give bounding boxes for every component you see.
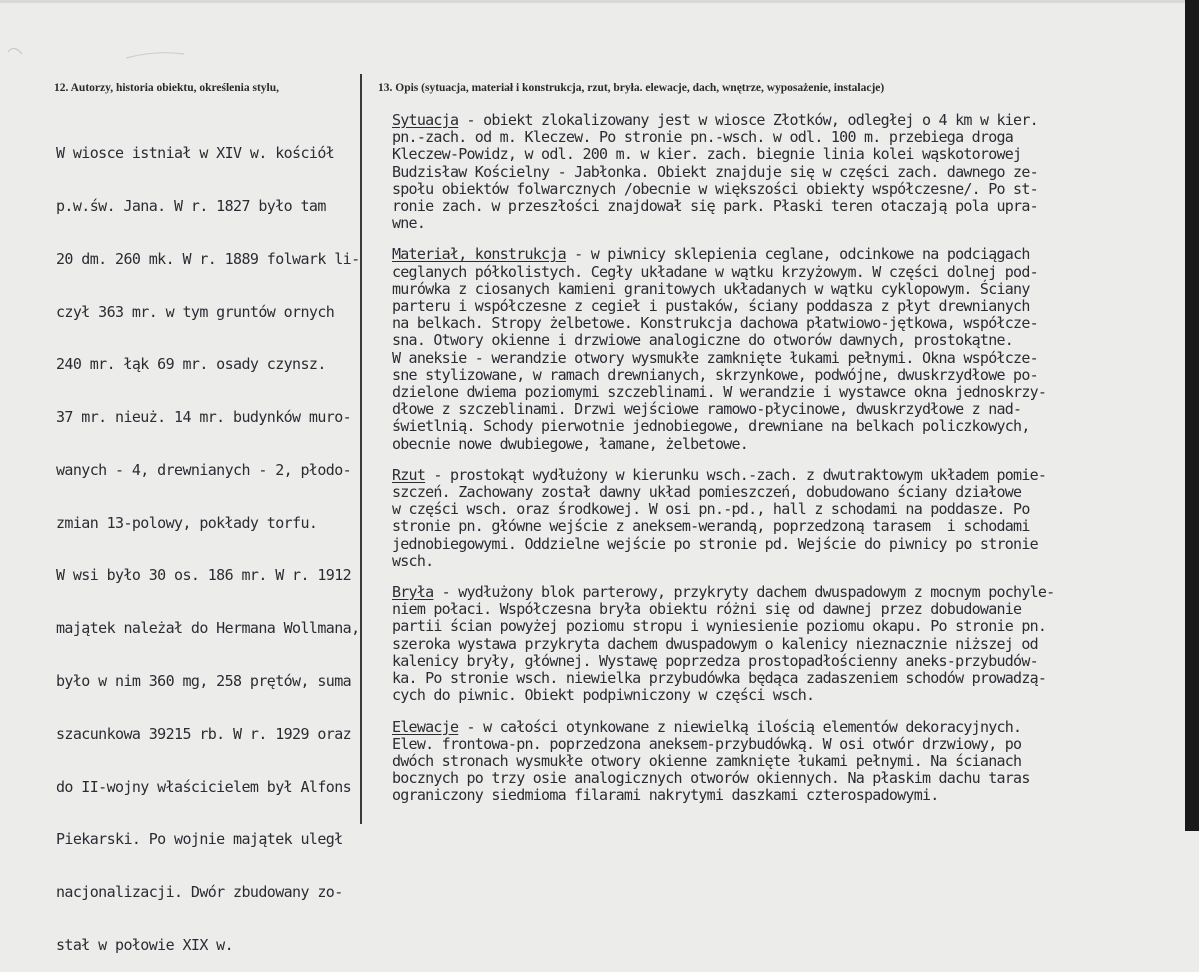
section-line: cych do piwnic. Obiekt podpiwniczony w części wsch. [392,686,815,705]
section-title: Bryła [392,583,434,602]
section-line: społu obiektów folwarcznych /obecnie w większości obiekty współczesne/. Po st- [392,179,1038,198]
history-line: czył 363 mr. w tym gruntów ornych [56,302,335,321]
section-line: wsch. [392,551,434,570]
section-line: ceglanych półkolistych. Cegły układane w wątku krzyżowym. W części dolnej pod- [392,262,1038,281]
section-title: Rzut [392,465,426,484]
section-line: ronie zach. w przeszłości znajdował się park. Płaski teren otaczają pola upra- [392,197,1038,216]
section-line: W aneksie - werandzie otwory wysmukłe zamknięte łukami pełnymi. Okna współcze- [392,348,1038,367]
history-line: majątek należał do Hermana Wollmana, [56,619,360,638]
section-material-konstrukcja [392,246,1182,452]
paper-edge-shadow [1185,0,1199,831]
section-first-text: - w piwnicy sklepienia ceglane, odcinkowe na podciągach [565,245,1030,264]
section-line: dzielone dwiema poziomymi szczeblinami. W werandzie i wystawce okna jednoskrzy- [392,383,1047,402]
section-line: Kleczew-Powidz, w odl. 200 m. w kier. zach. biegnie linia kolei wąskotorowej [392,145,1022,164]
section-line: stronie pn. główne wejście z aneksem-werandą, poprzedzoną tarasem i schodami [392,517,1030,536]
section-line: ka. Po stronie wsch. niewielka przybudówka będąca zadaszeniem schodów prowadzą- [392,669,1047,688]
section-line: na belkach. Stropy żelbetowe. Konstrukcja dachowa płatwiowo-jętkowa, współcze- [392,314,1038,333]
top-paper-rule [0,0,1185,3]
history-line: stał w połowie XIX w. [56,935,234,954]
section-line: szczeń. Zachowany został dawny układ pomieszczeń, dobudowano ściany działowe [392,483,1022,502]
history-line: wanych - 4, drewnianych - 2, płodo- [56,460,352,479]
section-first-text: - w całości otynkowane z niewielką ilością elementów dekoracyjnych. [458,717,1022,736]
section-line: szeroka wystawa przykryta dachem dwuspadowym o kalenicy nieznacznie niższej od [392,634,1038,653]
history-line: Piekarski. Po wojnie majątek uległ [56,830,343,849]
history-line: zmian 13-polowy, pokłady torfu. [56,513,318,532]
section-line: w części wsch. oraz środkowej. W osi pn.-pd., hall z schodami na poddasze. Po [392,500,1030,519]
section-line: Elew. frontowa-pn. poprzedzona aneksem-przybudówką. W osi otwór drzwiowy, po [392,734,1022,753]
section-title: Materiał, konstrukcja [392,245,566,264]
history-line: W wiosce istniał w XIV w. kościół [56,144,335,163]
section-line: ograniczony siedmioma filarami nakrytymi daszkami czterospadowymi. [392,786,939,805]
section-line: Budzisław Kościelny - Jabłonka. Obiekt znajduje się w części zach. dawnego ze- [392,162,1038,181]
section-line: kalenicy bryły, głównej. Wystawę poprzedza prostopadłościenny aneks-przybudów- [392,651,1038,670]
section-title: Elewacje [392,717,459,736]
section-first-text: - prostokąt wydłużony w kierunku wsch.-zach. z dwutraktowym układem pomie- [425,465,1047,484]
section-line: bocznych po trzy osie analogicznych otworów okiennych. Na płaskim dachu taras [392,769,1030,788]
section-first-line [392,467,1182,484]
section-first-text: - wydłużony blok parterowy, przykryty dachem dwuspadowym z mocnym pochyle- [433,583,1055,602]
section-line: wne. [392,214,426,233]
section-elewacje [392,719,1182,805]
history-line: p.w.św. Jana. W r. 1827 było tam [56,196,326,215]
section-rzut [392,467,1182,570]
column-divider [360,74,362,824]
history-line: W wsi było 30 os. 186 mr. W r. 1912 [56,566,352,585]
history-column [56,110,360,972]
history-line: 240 mr. łąk 69 mr. osady czynsz. [56,355,326,374]
history-line: nacjonalizacji. Dwór zbudowany zo- [56,883,343,902]
section-first-line [392,719,1182,736]
section-sytuacja [392,112,1182,232]
section-12-header: 12. Autorzy, historia obiektu, określenia stylu, [54,82,280,94]
history-line: 37 mr. nieuż. 14 mr. budynków muro- [56,408,352,427]
section-line: dwóch stronach wysmukłe otwory okienne zamknięte łukami pełnymi. Na ścianach [392,751,1022,770]
section-13-header: 13. Opis (sytuacja, materiał i konstrukcja, rzut, bryła. elewacje, dach, wnętrze, wyposażenie, instalacje) [378,82,885,94]
section-first-text: - obiekt zlokalizowany jest w wiosce Złotków, odległej o 4 km w kier. [458,111,1038,129]
section-line: parteru i współczesne z cegieł i pustaków, ściany poddasza z płyt drewnianych [392,297,1030,316]
history-line: do II-wojny właścicielem był Alfons [56,777,352,796]
section-line: świetlnią. Schody pierwotnie jednobiegowe, drewniane na belkach policzkowych, [392,417,1030,436]
history-line: było w nim 360 mg, 258 prętów, suma [56,672,352,690]
section-line: niem połaci. Współczesna bryła obiektu różni się od dawnej przez dobudowanie [392,600,1022,619]
section-line: sna. Otwory okienne i drzwiowe analogiczne do otworów dawnych, prostokątne. [392,331,1014,350]
history-line: 20 dm. 260 mk. W r. 1889 folwark li- [56,249,360,268]
section-first-line [392,246,1182,263]
section-line: dłowe z szczeblinami. Drzwi wejściowe ramowo-płycinowe, dwuskrzydłowe z nad- [392,400,1022,419]
section-line: partii ścian powyżej poziomu stropu i wyniesienie poziomu okapu. Po stronie pn. [392,617,1047,636]
section-line: murówka z ciosanych kamieni granitowych układanych w wątku cyklopowym. Ściany [392,279,1030,298]
section-first-line [392,112,1182,129]
section-first-line [392,584,1182,601]
history-line: szacunkowa 39215 rb. W r. 1929 oraz [56,724,352,743]
section-line: jednobiegowymi. Oddzielne wejście po stronie pd. Wejście do piwnicy po stronie [392,534,1038,553]
section-line: obecnie nowe dwubiegowe, łamane, żelbetowe. [392,434,749,453]
section-line: pn.-zach. od m. Kleczew. Po stronie pn.-wsch. w odl. 100 m. przebiega droga [392,128,1014,147]
section-title: Sytuacja [392,111,459,129]
section-bryla [392,584,1182,704]
section-line: sne stylizowane, w ramach drewnianych, skrzynkowe, podwójne, dwuskrzydłowe po- [392,365,1038,384]
pencil-scribble-mark [6,40,186,70]
description-column [392,112,1182,819]
